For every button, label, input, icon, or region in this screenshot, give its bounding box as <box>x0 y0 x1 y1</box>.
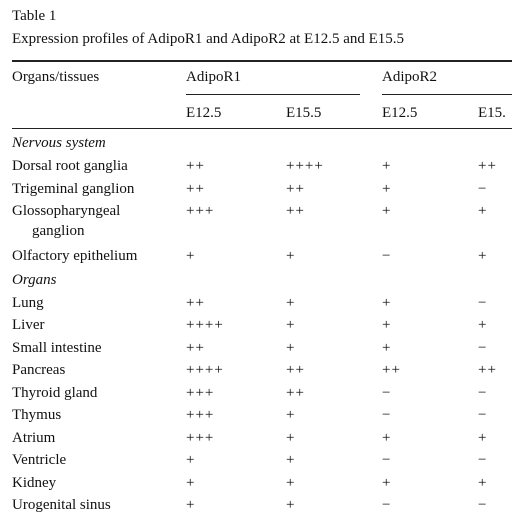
table-row <box>0 359 512 381</box>
organ-name: Kidney <box>12 474 57 491</box>
expression-value: + <box>478 203 488 219</box>
header-adipor2-e12-5: E12.5 <box>382 105 418 121</box>
expression-value: + <box>286 497 296 513</box>
header-adipor1: AdipoR1 <box>186 69 242 85</box>
table-row <box>0 472 512 494</box>
organ-name: Ventricle <box>12 452 67 468</box>
table-label: Table 1 <box>12 8 57 24</box>
expression-value: +++ <box>186 203 215 219</box>
expression-value: ++ <box>478 362 497 378</box>
organ-name: Small intestine <box>12 339 102 356</box>
expression-value: + <box>286 429 296 446</box>
table-row <box>0 404 512 426</box>
expression-value: − <box>478 180 488 197</box>
expression-value: ++ <box>186 180 205 197</box>
expression-value: + <box>382 158 392 174</box>
section-title: Organs <box>12 271 57 288</box>
header-adipor2: AdipoR2 <box>382 69 438 85</box>
header-adipor1-e15-5: E15.5 <box>286 105 322 121</box>
expression-value: + <box>186 248 196 264</box>
expression-value: +++ <box>186 384 215 401</box>
expression-value: ++ <box>186 294 205 311</box>
header-organs-tissues: Organs/tissues <box>12 69 100 85</box>
expression-value: − <box>382 384 392 401</box>
organ-name: Thyroid gland <box>12 384 98 401</box>
expression-value: + <box>186 452 196 468</box>
expression-value: ++++ <box>186 317 224 333</box>
expression-value: + <box>382 474 392 491</box>
table-row-continuation <box>0 220 512 242</box>
expression-value: ++ <box>186 158 205 174</box>
expression-value: ++++ <box>286 158 324 174</box>
organ-name: Trigeminal ganglion <box>12 180 135 197</box>
expression-value: + <box>286 452 296 468</box>
expression-value: − <box>478 452 488 468</box>
header-rule <box>12 128 512 129</box>
expression-value: + <box>382 317 392 333</box>
organ-name: Pancreas <box>12 362 66 378</box>
organ-name: Urogenital sinus <box>12 497 111 513</box>
expression-value: ++ <box>286 384 305 401</box>
expression-value: + <box>382 429 392 446</box>
table-row <box>0 427 512 449</box>
organ-name: Olfactory epithelium <box>12 248 138 264</box>
table-row <box>0 449 512 471</box>
expression-value: + <box>286 294 296 311</box>
section-title: Nervous system <box>12 135 106 151</box>
expression-value: − <box>382 497 392 513</box>
expression-value: − <box>382 248 392 264</box>
expression-value: + <box>478 317 488 333</box>
table-row <box>0 314 512 336</box>
expression-value: ++++ <box>186 362 224 378</box>
header-adipor1-e12-5: E12.5 <box>186 105 222 121</box>
expression-value: − <box>382 407 392 423</box>
expression-value: ++ <box>286 180 305 197</box>
expression-value: − <box>478 497 488 513</box>
expression-value: − <box>382 452 392 468</box>
organ-name-continued: ganglion <box>32 223 85 239</box>
expression-value: ++ <box>186 339 205 356</box>
expression-value: + <box>186 497 196 513</box>
organ-name: Glossopharyngeal <box>12 203 121 219</box>
expression-value: + <box>286 474 296 491</box>
expression-value: ++ <box>286 203 305 219</box>
expression-value: − <box>478 384 488 401</box>
expression-value: + <box>478 474 488 491</box>
top-rule <box>12 60 512 62</box>
organ-name: Liver <box>12 317 45 333</box>
table-row <box>0 382 512 404</box>
table-row <box>0 494 512 516</box>
expression-value: + <box>286 407 296 423</box>
expression-value: +++ <box>186 429 215 446</box>
expression-value: − <box>478 294 488 311</box>
expression-value: + <box>186 474 196 491</box>
organ-name: Thymus <box>12 407 62 423</box>
table-row <box>0 292 512 314</box>
organ-name: Dorsal root ganglia <box>12 158 128 174</box>
expression-value: + <box>382 180 392 197</box>
expression-value: + <box>382 294 392 311</box>
expression-value: + <box>382 339 392 356</box>
expression-value: + <box>382 203 392 219</box>
expression-value: ++ <box>286 362 305 378</box>
table-row <box>0 245 512 267</box>
expression-value: + <box>478 248 488 264</box>
adipor2-group-rule <box>382 94 512 95</box>
expression-value: + <box>286 248 296 264</box>
table-row <box>0 178 512 200</box>
expression-value: ++ <box>382 362 401 378</box>
header-adipor2-e15-5: E15. <box>478 105 506 121</box>
expression-value: + <box>286 339 296 356</box>
organ-name: Atrium <box>12 429 56 446</box>
expression-value: ++ <box>478 158 497 174</box>
expression-value: − <box>478 407 488 423</box>
expression-value: − <box>478 339 488 356</box>
expression-value: + <box>286 317 296 333</box>
table-caption: Expression profiles of AdipoR1 and AdipoR2 at E12.5 and E15.5 <box>12 31 405 47</box>
table-row <box>0 200 512 222</box>
table-row <box>0 337 512 359</box>
expression-value: +++ <box>186 407 215 423</box>
expression-value: + <box>478 429 488 446</box>
adipor1-group-rule <box>186 94 360 95</box>
organ-name: Lung <box>12 294 44 311</box>
table-row <box>0 155 512 177</box>
